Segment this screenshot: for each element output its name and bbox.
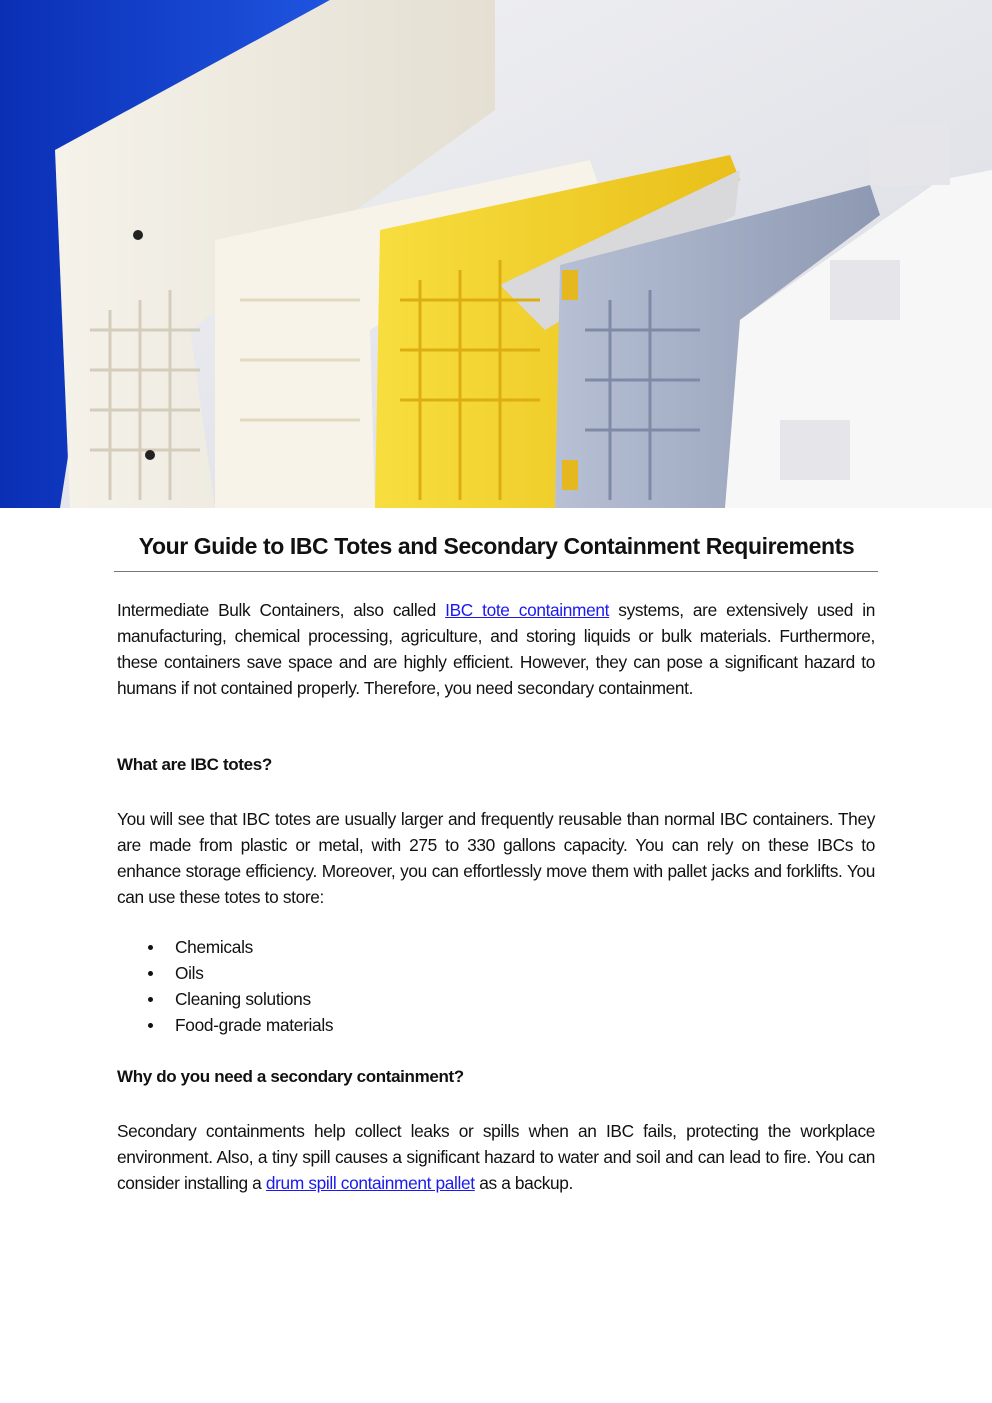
bullet-icon — [148, 945, 153, 950]
ibc-tote-containment-link[interactable]: IBC tote containment — [445, 600, 610, 620]
bullet-icon — [148, 1023, 153, 1028]
intro-text-after-link: systems, are extensively used in manufacturing, chemical processing, agriculture, and storing liquids or bulk materials. Furthermore, these containers save space and are highly efficient. However, they can pose a significant hazard to humans if not contained properly. Therefore, you need secondary containment. — [117, 600, 875, 698]
hero-image — [0, 0, 992, 508]
section-heading-what-are-ibc-totes: What are IBC totes? — [117, 755, 272, 774]
list-item-text: Chemicals — [175, 937, 253, 957]
storage-items-list — [117, 934, 333, 1038]
list-item — [117, 986, 333, 1012]
bullet-icon — [148, 997, 153, 1002]
intro-paragraph — [117, 597, 875, 701]
section2-text-before-link: Secondary containments help collect leaks or spills when an IBC fails, protecting the workplace environment. Also, a tiny spill causes a significant hazard to water and soil and can lead to fire. You can consider installing a — [117, 1121, 875, 1193]
section1-paragraph: You will see that IBC totes are usually larger and frequently reusable than normal IBC containers. They are made from plastic or metal, with 275 to 330 gallons capacity. You can rely on these IBCs to enhance storage efficiency. Moreover, you can effortlessly move them with pallet jacks and forklifts. You can use these totes to store: — [117, 809, 875, 907]
list-item — [117, 1012, 333, 1038]
section2-paragraph — [117, 1118, 875, 1196]
list-item-text: Food-grade materials — [175, 1015, 334, 1035]
list-item-text: Cleaning solutions — [175, 989, 311, 1009]
document-title: Your Guide to IBC Totes and Secondary Containment Requirements — [138, 533, 855, 559]
intro-text-before-link: Intermediate Bulk Containers, also called — [117, 600, 446, 620]
list-item-text: Oils — [175, 963, 204, 983]
section-heading-why-secondary-containment: Why do you need a secondary containment? — [117, 1067, 464, 1086]
list-item — [117, 960, 333, 986]
list-item — [117, 934, 333, 960]
title-divider — [114, 571, 878, 572]
bullet-icon — [148, 971, 153, 976]
drum-spill-containment-pallet-link[interactable]: drum spill containment pallet — [265, 1173, 475, 1193]
section2-text-after-link: as a backup. — [474, 1173, 573, 1193]
pallets-illustration — [0, 0, 992, 508]
